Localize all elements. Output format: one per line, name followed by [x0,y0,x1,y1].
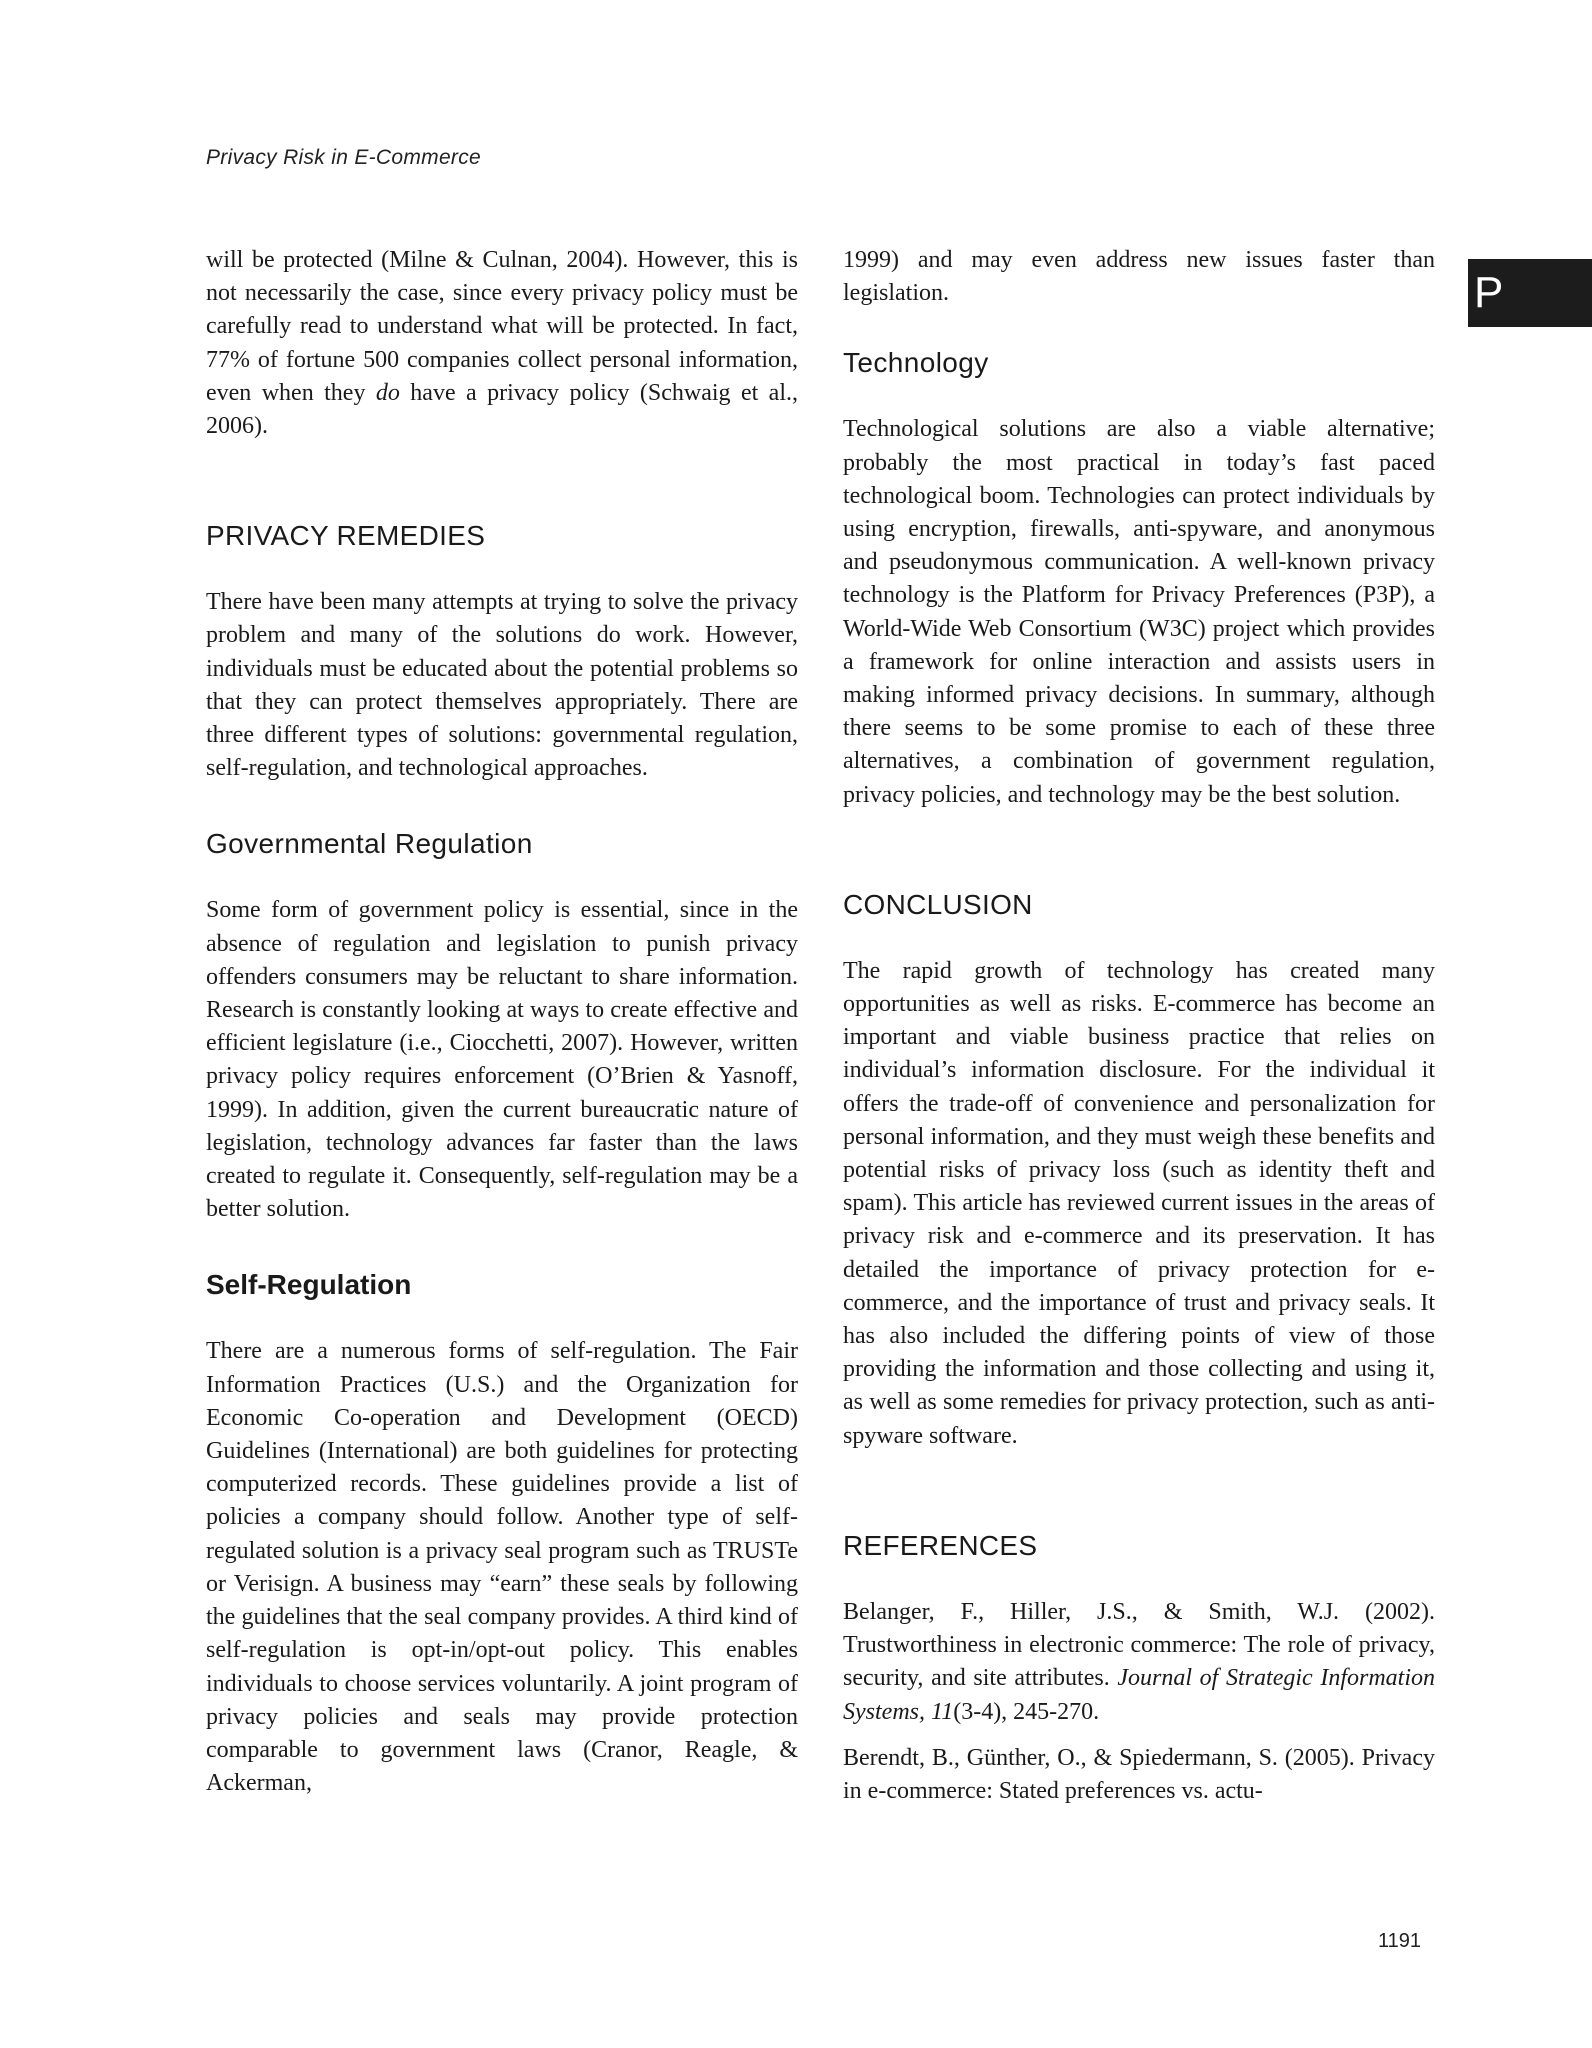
intro-italic-word: do [375,379,400,406]
intro-text-end: have a privacy policy (Schwaig et al., 2006). [206,379,799,440]
intro-paragraph [206,244,798,443]
privacy-remedies-paragraph: There have been many attempts at trying to solve the privacy problem and many of the solutions do work. However, individuals must be educated about the potential problems so that they can protect themselves appropriately. There are three different types of solutions: governmental regulation, self-regulation, and technological approaches. [206,589,798,782]
section-tab-marker: P [1468,259,1592,327]
reference-entry [843,1742,1435,1808]
references-heading: REFERENCES [843,1529,1038,1561]
conclusion-paragraph: The rapid growth of technology has created many opportunities as well as risks. E-commerce has become an important and viable business practice that relies on individual’s information disclosure. For the individual it offers the trade-off of convenience and personalization for personal information, and they must weigh these benefits and potential risks of privacy loss (such as identity theft and spam). This article has reviewed current issues in the areas of privacy risk and e-commerce and its preservation. It has detailed the importance of privacy protection for e-commerce, and the importance of trust and privacy seals. It has also included the differing points of view of those providing the information and those collecting and using it, as well as some remedies for privacy protection, such as anti-spyware software. [843,957,1435,1449]
reference-text: Belanger, F., Hiller, J.S., & Smith, W.J. (2002). Trustworthiness in electronic commerce: The role of privacy, security, and site attributes. [843,1598,1435,1692]
technology-heading: Technology [843,347,989,379]
intro-text-start: will be protected (Milne & Culnan, 2004). However, this is not necessarily the case, since every privacy policy must be carefully read to understand what will be protected. In fact, 77% of fortune 500 companies collect personal information, even when they [206,247,798,406]
page-number: 1191 [1378,1930,1422,1952]
technology-paragraph: Technological solutions are also a viable alternative; probably the most practical in today’s fast paced technological boom. Technologies can protect individuals by using encryption, firewalls, anti-spyware, and anonymous and pseudonymous communication. A well-known privacy technology is the Platform for Privacy Preferences (P3P), a World-Wide Web Consortium (W3C) project which provides a framework for online interaction and assists users in making informed privacy decisions. In summary, although there seems to be some promise to each of these three alternatives, a combination of government regulation, privacy policies, and technology may be the best solution. [843,416,1435,808]
right-column [843,244,1435,1808]
governmental-regulation-paragraph: Some form of government policy is essential, since in the absence of regulation and legislation to punish privacy offenders consumers may be reluctant to share information. Research is constantly looking at ways to create effective and efficient legislature (i.e., Ciocchetti, 2007). However, written privacy policy requires enforcement (O’Brien & Yasnoff, 1999). In addition, given the current bureaucratic nature of legislation, technology advances far faster than the laws created to regulate it. Consequently, self-regulation may be a better solution. [206,897,798,1223]
left-column [206,244,798,1800]
reference-text-end: (3-4), 245-270. [953,1698,1100,1725]
self-regulation-heading: Self-Regulation [206,1269,412,1301]
reference-entry [843,1596,1435,1729]
governmental-regulation-heading: Governmental Regulation [206,828,533,860]
conclusion-heading: CONCLUSION [843,888,1033,920]
running-header: Privacy Risk in E-Commerce [206,146,482,169]
self-regulation-paragraph: There are a numerous forms of self-regulation. The Fair Information Practices (U.S.) and the Organization for Economic Co-operation and Development (OECD) Guidelines (International) are both guidelines for protecting computerized records. These guidelines provide a list of policies a company should follow. Another type of self-regulated solution is a privacy seal program such as TRUSTe or Verisign. A business may “earn” these seals by following the guidelines that the seal company provides. A third kind of self-regulation is opt-in/opt-out policy. This enables individuals to choose services voluntarily. A joint program of privacy policies and seals may provide protection comparable to government laws (Cranor, Reagle, & Ackerman, [206,1338,798,1797]
reference-text: Berendt, B., Günther, O., & Spiedermann, S. (2005). Privacy in e-commerce: Stated preferences vs. actu- [843,1744,1435,1804]
continuation-paragraph: 1999) and may even address new issues faster than legislation. [843,247,1435,307]
privacy-remedies-heading: PRIVACY REMEDIES [206,520,486,552]
reference-journal-italic: Journal of Strategic Information Systems, 11 [843,1665,1435,1725]
